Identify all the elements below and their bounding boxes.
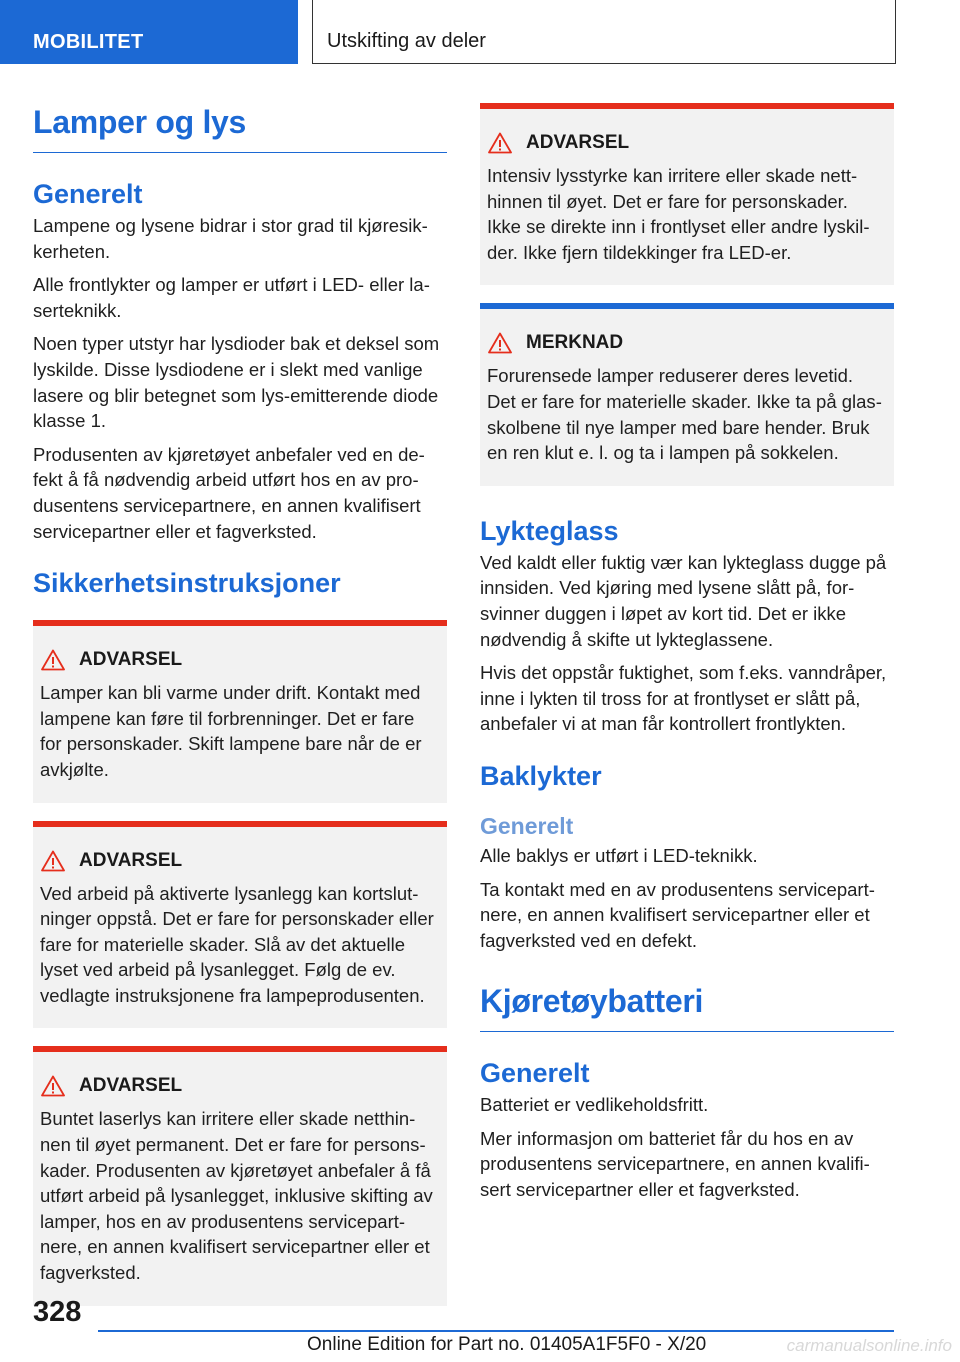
warning-label: ADVARSEL xyxy=(79,849,183,871)
paragraph: Alle frontlykter og lamper er utført i LED- eller laserteknikk. xyxy=(33,274,430,321)
notice-box xyxy=(480,303,894,485)
paragraph: Produsenten av kjøretøyet anbefaler ved en defekt å få nødvendig arbeid utført hos en av produsentens servicepartnere, en annen kvalifisert servicepartner eller et fagverksted. xyxy=(33,443,425,542)
section-title-sikkerhet: Sikkerhetsinstruksjoner xyxy=(33,568,341,599)
warning-triangle-icon xyxy=(41,850,65,872)
warning-heading xyxy=(40,1074,439,1098)
chapter-title-batteri: Kjøretøybatteri xyxy=(480,979,894,1032)
warning-box xyxy=(33,620,447,802)
notice-text: Forurensede lamper reduserer deres levetid. Det er fare for materielle skader. Ikke ta på glasskolbene til nye lamper med bare hender. Bruk en ren klut e. l. og ta i lampen på sokkelen. xyxy=(487,365,882,464)
warning-label: ADVARSEL xyxy=(526,132,630,153)
section-title-generelt: Generelt xyxy=(33,179,143,209)
warning-heading xyxy=(40,849,439,873)
warning-heading xyxy=(487,131,886,155)
warning-label: ADVARSEL xyxy=(79,1075,183,1097)
section-title-lykteglass: Lykteglass xyxy=(480,515,619,546)
left-column xyxy=(33,100,447,1324)
warning-triangle-icon xyxy=(41,1075,65,1097)
chapter-title: Lamper og lys xyxy=(33,100,447,153)
warning-box xyxy=(33,821,447,1029)
section-title-baklykter: Baklykter xyxy=(480,760,602,791)
warning-box xyxy=(33,1046,447,1305)
paragraph: Noen typer utstyr har lysdioder bak et deksel som lyskilde. Disse lysdiodene er i slekt med vanlige lasere og blir betegnet som lys-emitterende diode klasse 1. xyxy=(33,333,440,432)
paragraph: Alle baklys er utført i LED-teknikk. xyxy=(480,844,758,866)
paragraph: Hvis det oppstår fuktighet, som f.eks. vanndråper, inne i lykten til tross for at frontlyset er slått på, anbefaler vi at man får kontrollert frontlykten. xyxy=(480,662,887,735)
notice-triangle-icon xyxy=(488,332,512,354)
paragraph: Ved kaldt eller fuktig vær kan lykteglass dugge på innsiden. Ved kjøring med lysene slått på, forsvinner duggen i løpet av kort tid. Det er ikke nødvendig å skifte ut lykteglassene. xyxy=(480,551,887,650)
warning-box xyxy=(480,103,894,285)
warning-text: Lamper kan bli varme under drift. Kontakt med lampene kan føre til forbrenninger. Det er fare for personskader. Skift lampene bare når de er avkjølte. xyxy=(40,682,422,780)
notice-heading xyxy=(487,331,886,355)
paragraph: Ta kontakt med en av produsentens servicepartnere, en annen kvalifisert servicepartner eller et fagverksted ved en defekt. xyxy=(480,878,875,951)
subsection-title-generelt: Generelt xyxy=(480,812,574,839)
warning-triangle-icon xyxy=(488,132,512,154)
warning-label: ADVARSEL xyxy=(79,649,183,671)
right-column xyxy=(480,103,894,1211)
section-title-generelt-batteri: Generelt xyxy=(480,1058,590,1089)
paragraph: Batteriet er vedlikeholdsfritt. xyxy=(480,1094,709,1116)
warning-text: Buntet laserlys kan irritere eller skade netthinnen til øyet permanent. Det er fare for personskader. Produsenten av kjøretøyet anbefaler å få utført arbeid på lysanlegget, inklusive skifting av lamper, hos en av produsentens servicepartnere, en annen kvalifisert servicepartner eller et fagverksted. xyxy=(40,1108,433,1284)
paragraph: Mer informasjon om batteriet får du hos en av produsentens servicepartnere, en annen kvalifisert servicepartner eller et fagverksted. xyxy=(480,1127,870,1201)
breadcrumb: Utskifting av deler xyxy=(312,0,896,64)
warning-heading xyxy=(40,648,439,672)
warning-triangle-icon xyxy=(41,649,65,671)
paragraph: Lampene og lysene bidrar i stor grad til kjøresikkerheten. xyxy=(33,215,428,262)
warning-text: Ved arbeid på aktiverte lysanlegg kan kortslutninger oppstå. Det er fare for personskader eller fare for materielle skader. Slå av det aktuelle lyset ved arbeid på lysanlegget. Følg de ev. vedlagte instruksjonene fra lampeprodusenten. xyxy=(40,882,434,1006)
watermark: carmanualsonline.info xyxy=(786,1336,952,1355)
notice-label: MERKNAD xyxy=(526,332,624,354)
warning-text: Intensiv lysstyrke kan irritere eller skade netthinnen til øyet. Det er fare for personskader. Ikke se direkte inn i frontlyset eller andre lyskilder. Ikke fjern tildekkinger fra LED-er. xyxy=(487,165,870,263)
footer-divider xyxy=(98,1330,894,1332)
section-tab: MOBILITET xyxy=(0,0,298,64)
page-number: 328 xyxy=(33,1296,82,1328)
edition-note: Online Edition for Part no. 01405A1F5F0 - X/20 xyxy=(307,1334,707,1355)
